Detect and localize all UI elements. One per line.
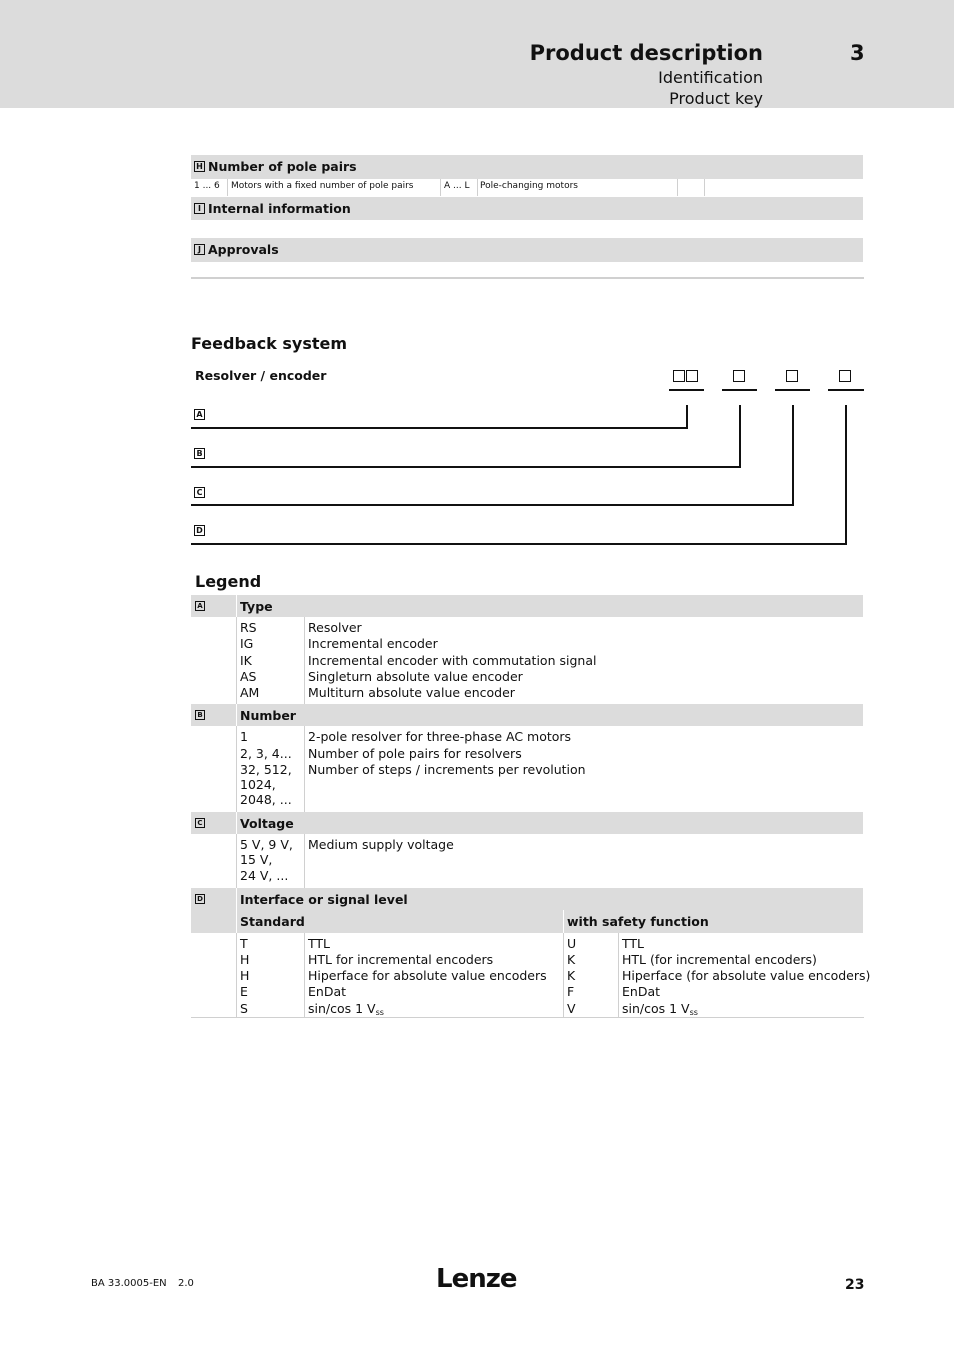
legend-key-b: B <box>195 710 205 720</box>
resolver-encoder-label: Resolver / encoder <box>195 368 327 383</box>
page-number: 23 <box>845 1277 865 1293</box>
std-desc: sin/cos 1 $V_{ss}$ <box>308 1001 384 1017</box>
approvals-header <box>191 238 863 262</box>
pole-desc-changing: Pole-changing motors <box>480 181 578 191</box>
type-code: IG <box>240 636 254 651</box>
legend-key-a: A <box>195 601 205 611</box>
page-header <box>0 0 954 108</box>
legend-title: Legend <box>195 572 262 591</box>
chapter-number: 3 <box>850 41 865 65</box>
voltage-desc: Medium supply voltage <box>308 837 454 852</box>
pole-range-changing: A ... L <box>444 181 470 191</box>
type-desc: Incremental encoder <box>308 636 438 651</box>
safety-desc: EnDat <box>622 984 661 999</box>
pole-desc-fixed: Motors with a fixed number of pole pairs <box>231 181 414 191</box>
number-code: 2, 3, 4... <box>240 746 292 761</box>
std-code: E <box>240 984 248 999</box>
type-desc: Multiturn absolute value encoder <box>308 685 515 700</box>
std-code: H <box>240 968 250 983</box>
code-box-c <box>786 370 798 382</box>
number-desc: 2-pole resolver for three-phase AC motors <box>308 729 572 744</box>
safety-code: U <box>567 936 577 951</box>
safety-desc: sin/cos 1 $V_{ss}$ <box>622 1001 698 1017</box>
std-desc: HTL for incremental encoders <box>308 952 494 967</box>
feedback-key-b: B <box>194 448 205 459</box>
code-underline-b <box>722 389 757 391</box>
std-code: T <box>240 936 248 951</box>
safety-code: V <box>567 1001 576 1016</box>
legend-key-c: C <box>195 818 205 828</box>
number-code: 1 <box>240 729 248 744</box>
type-desc: Singleturn absolute value encoder <box>308 669 523 684</box>
std-desc: Hiperface for absolute value encoders <box>308 968 547 983</box>
safety-code: K <box>567 952 576 967</box>
voltage-code: 15 V, <box>240 852 273 867</box>
connector-a <box>686 405 688 429</box>
safety-code: K <box>567 968 576 983</box>
doc-version: 2.0 <box>178 1278 194 1289</box>
feedback-key-c: C <box>194 487 205 498</box>
feedback-key-a: A <box>194 409 205 420</box>
legend-type-title: Type <box>240 599 273 614</box>
pole-pairs-header <box>191 155 863 179</box>
std-desc: TTL <box>308 936 331 951</box>
line-a <box>191 427 688 429</box>
feedback-key-d: D <box>194 525 205 536</box>
number-desc: Number of steps / increments per revolution <box>308 762 586 777</box>
section-subtitle: Identification <box>658 68 763 87</box>
key-box-j: J <box>194 244 205 255</box>
legend-interface-header <box>191 888 863 933</box>
safety-desc: Hiperface (for absolute value encoders) <box>622 968 871 983</box>
doc-id: BA 33.0005-EN <box>91 1278 167 1289</box>
legend-type-header <box>191 595 863 617</box>
safety-desc: HTL (for incremental encoders) <box>622 952 817 967</box>
number-code: 1024, <box>240 777 276 792</box>
safety-label: with safety function <box>567 914 709 929</box>
connector-c <box>792 405 794 506</box>
pole-pairs-title: Number of pole pairs <box>208 159 357 174</box>
type-desc: Resolver <box>308 620 362 635</box>
legend-number-header <box>191 704 863 726</box>
pole-range-fixed: 1 ... 6 <box>194 181 220 191</box>
code-underline-c <box>775 389 810 391</box>
std-code: H <box>240 952 250 967</box>
code-box-a1 <box>673 370 685 382</box>
standard-label: Standard <box>240 914 305 929</box>
subsection-subtitle: Product key <box>669 89 763 108</box>
line-b <box>191 466 741 468</box>
voltage-code: 24 V, ... <box>240 868 289 883</box>
code-underline-d <box>828 389 864 391</box>
safety-code: F <box>567 984 575 999</box>
type-code: RS <box>240 620 257 635</box>
lenze-logo: Lenze <box>436 1264 517 1294</box>
code-underline-a <box>669 389 704 391</box>
voltage-code: 5 V, 9 V, <box>240 837 293 852</box>
key-box-i: I <box>194 203 205 214</box>
feedback-title: Feedback system <box>191 334 348 353</box>
legend-number-title: Number <box>240 708 296 723</box>
table-bottom-rule <box>191 1017 864 1018</box>
code-box-d <box>839 370 851 382</box>
type-code: IK <box>240 653 252 668</box>
safety-desc: TTL <box>622 936 645 951</box>
page-title: Product description <box>529 41 763 65</box>
legend-voltage-title: Voltage <box>240 816 294 831</box>
legend-voltage-header <box>191 812 863 834</box>
internal-info-header <box>191 197 863 220</box>
number-code: 32, 512, <box>240 762 292 777</box>
key-box-h: H <box>194 161 205 172</box>
type-desc: Incremental encoder with commutation signal <box>308 653 597 668</box>
connector-d <box>845 405 847 545</box>
pole-pairs-row <box>191 179 863 196</box>
line-c <box>191 504 794 506</box>
internal-info-title: Internal information <box>208 201 351 216</box>
legend-interface-title: Interface or signal level <box>240 892 408 907</box>
legend-key-d: D <box>195 894 205 904</box>
approvals-title: Approvals <box>208 242 279 257</box>
number-desc: Number of pole pairs for resolvers <box>308 746 522 761</box>
type-code: AS <box>240 669 257 684</box>
std-desc: EnDat <box>308 984 347 999</box>
std-code: S <box>240 1001 248 1016</box>
type-code: AM <box>240 685 260 700</box>
number-code: 2048, ... <box>240 792 292 807</box>
line-d <box>191 543 847 545</box>
divider <box>191 277 864 279</box>
code-box-a2 <box>686 370 698 382</box>
connector-b <box>739 405 741 468</box>
code-box-b <box>733 370 745 382</box>
